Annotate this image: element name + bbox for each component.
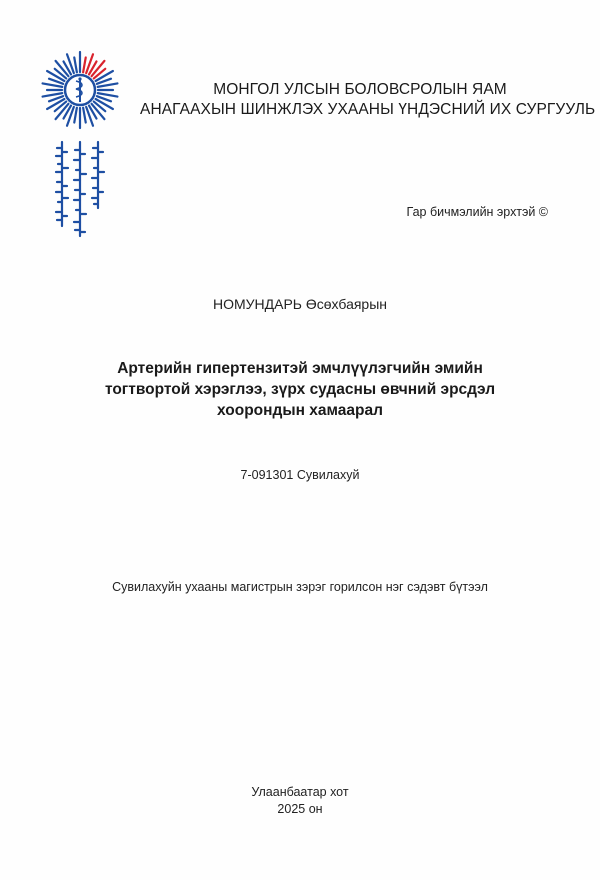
degree-statement: Сувилахуйн ухааны магистрын зэрэг горилсон нэг сэдэвт бүтээл	[112, 580, 488, 594]
university-name: АНАГААХЫН ШИНЖЛЭХ УХААНЫ ҮНДЭСНИЙ ИХ СУРГУУЛЬ	[140, 101, 596, 118]
city: Улаанбаатар хот	[251, 785, 349, 799]
author-name: НОМУНДАРЬ Өсөхбаярын	[212, 296, 388, 312]
ministry-name: МОНГОЛ УЛСЫН БОЛОВСРОЛЫН ЯАМ	[213, 81, 507, 98]
year: 2025 он	[277, 802, 323, 816]
thesis-title	[60, 358, 540, 421]
mongolian-script-emblem-text	[46, 138, 116, 238]
thesis-title-line: хоорондын хамаарал	[217, 402, 383, 419]
institution-header	[140, 80, 596, 120]
specialty-code: 7-091301 Сувилахуй	[240, 468, 360, 482]
copyright-notice: Гар бичмэлийн эрхтэй ©	[406, 205, 548, 219]
thesis-title-line: Артерийн гипертензитэй эмчлүүлэгчийн эмийн	[117, 360, 483, 377]
thesis-title-line: тогтвортой хэрэглээ, зүрх судасны өвчний эрсдэл	[104, 381, 496, 398]
place-and-year	[0, 784, 600, 818]
university-emblem-icon	[40, 50, 120, 130]
